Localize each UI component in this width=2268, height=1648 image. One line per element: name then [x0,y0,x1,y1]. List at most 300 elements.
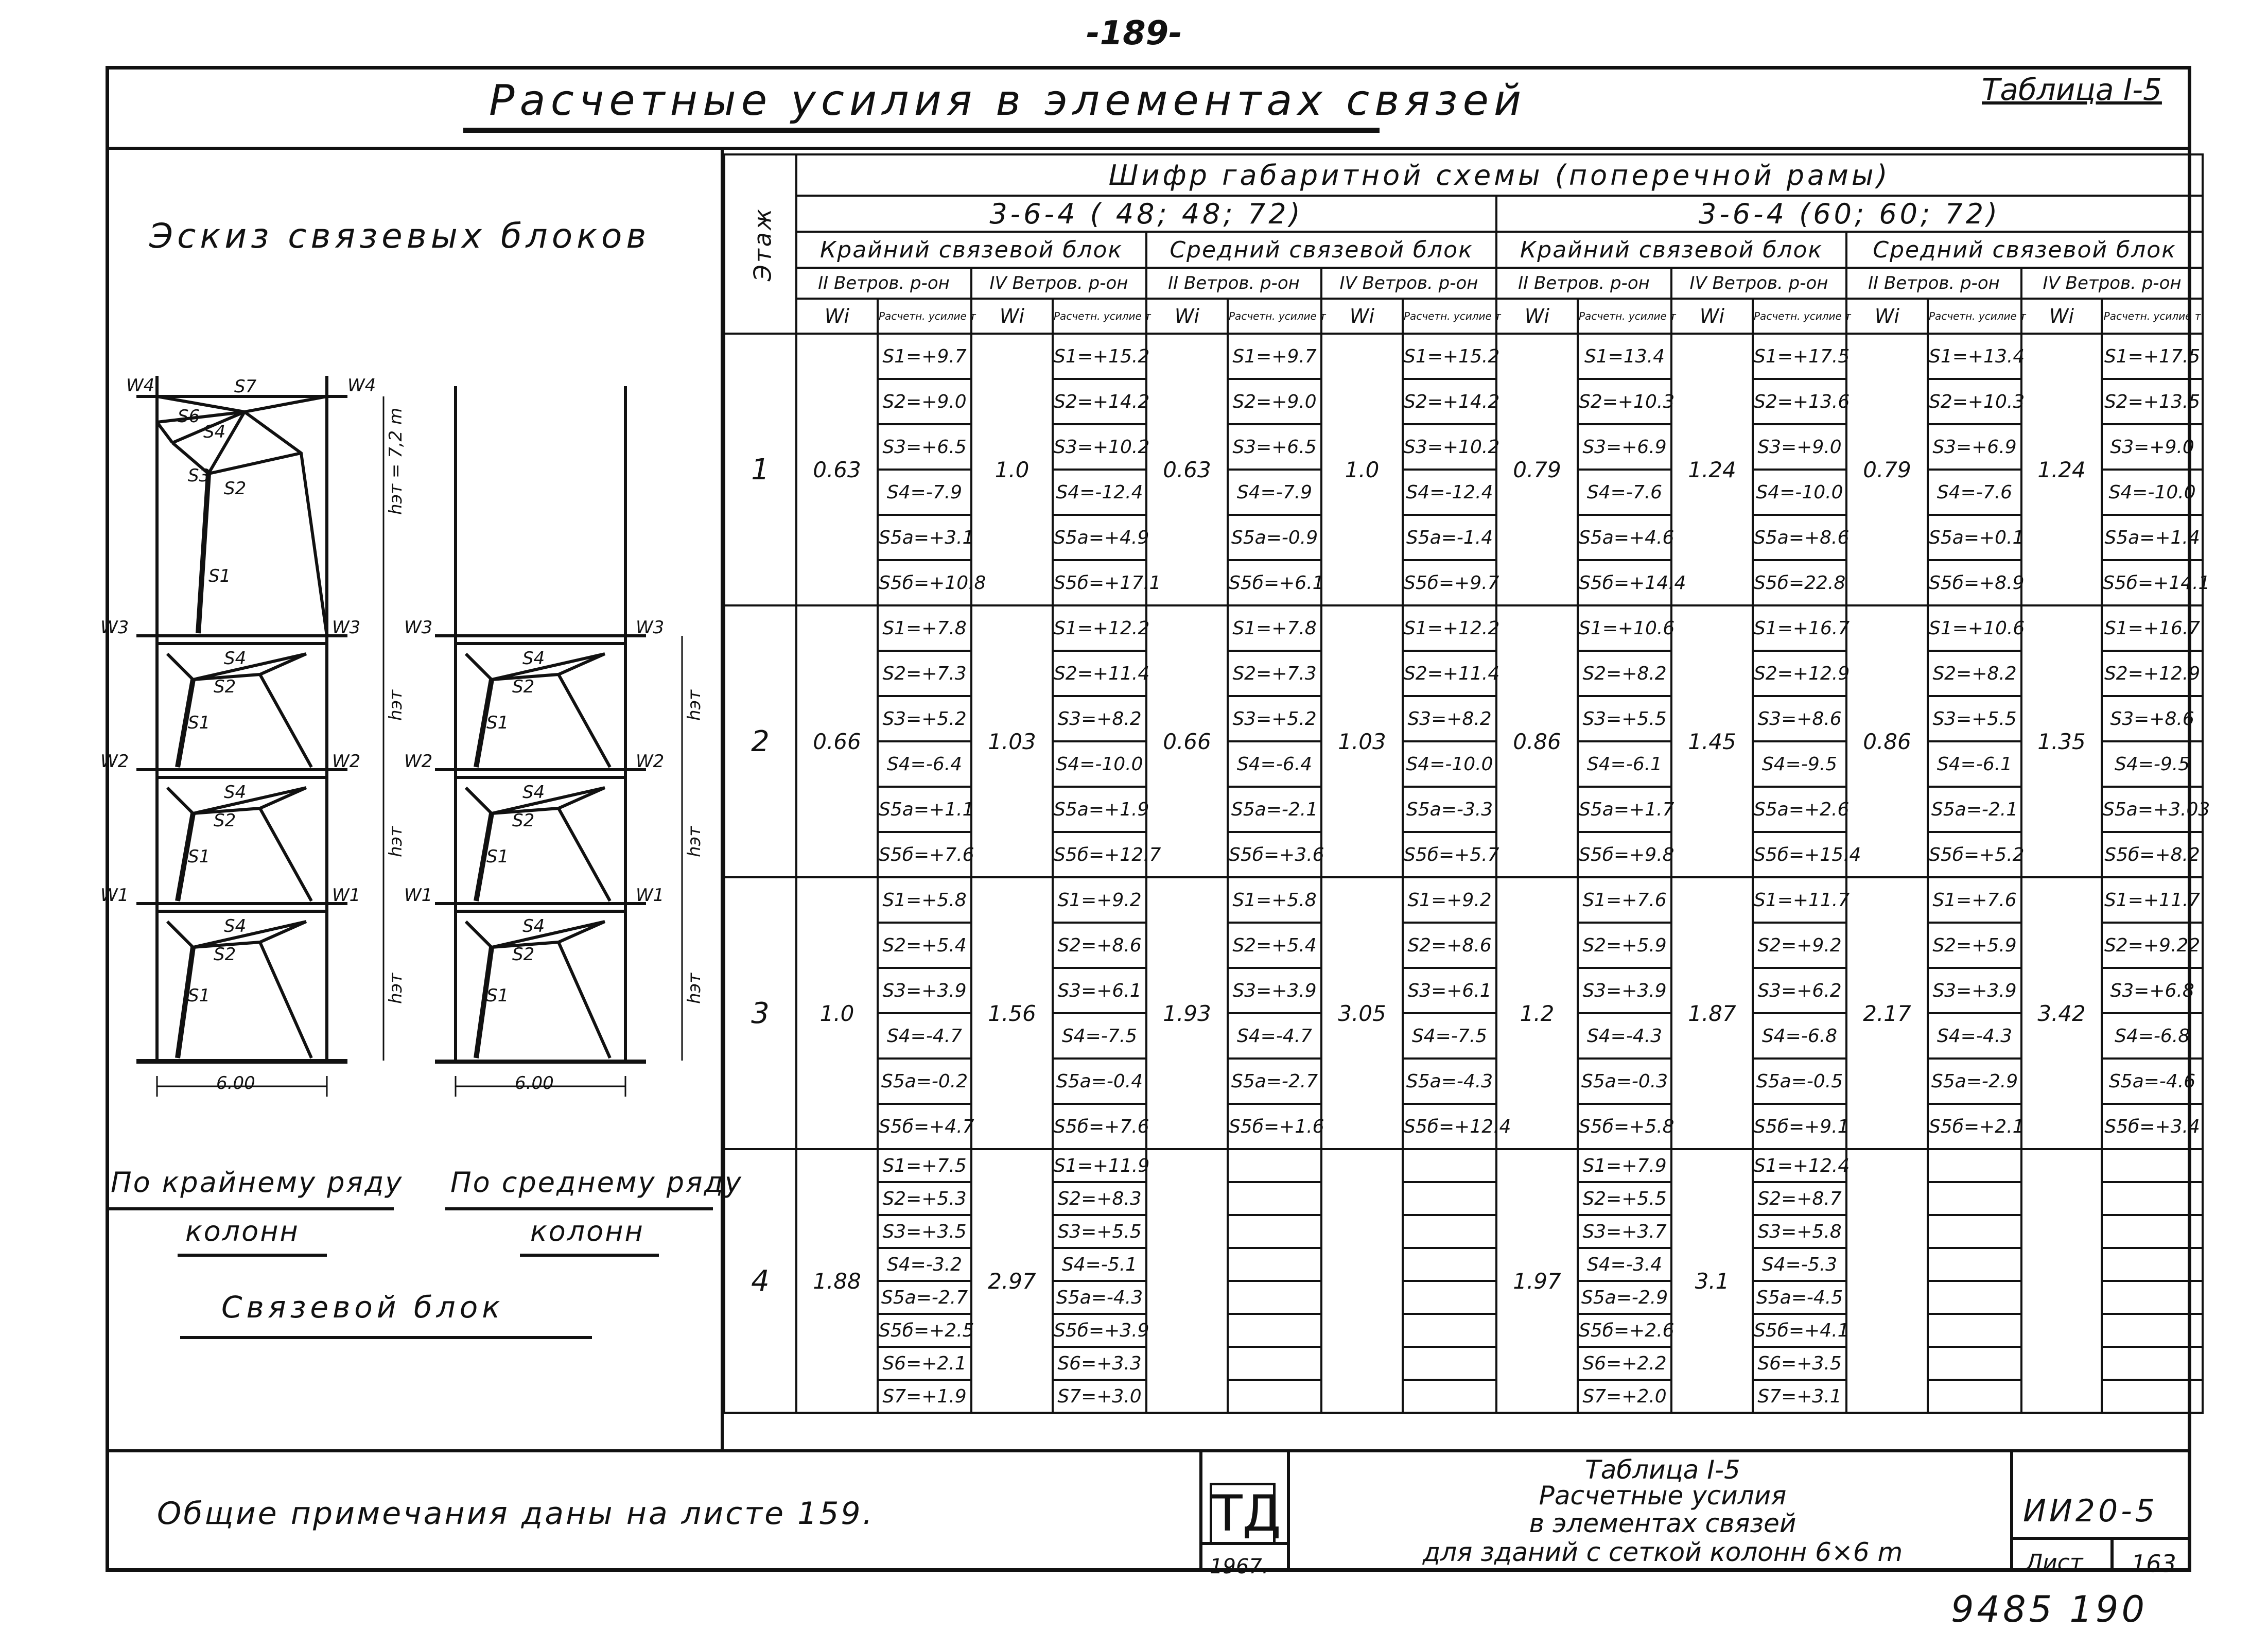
force-value: S5б=+5.8 [1578,1104,1671,1149]
force-value: S4=-10.0 [1053,741,1146,787]
force-value: S2=+8.7 [1753,1182,1846,1215]
footer-sep-1 [1199,1449,1202,1572]
table-row [724,877,2203,923]
floor-number: 3 [724,877,796,1149]
force-value: S1=+9.2 [1403,877,1496,923]
caption-middle-row: По среднему ряду [450,1166,743,1199]
force-value: S5a=+4.6 [1578,515,1671,560]
force-value: S5б=+9.7 [1403,560,1496,605]
wind-region-header: II Ветров. р-он [1496,268,1671,299]
force-value: S5б=+17.1 [1053,560,1146,605]
force-value: S5б=+3.4 [2102,1104,2203,1149]
bracing-sketch [100,355,713,1127]
force-value: S4=-4.7 [878,1013,971,1059]
table-row [724,923,2203,968]
force-value: S2=+12.9 [1753,651,1846,696]
force-value: S4=-6.1 [1578,741,1671,787]
general-notes: Общие примечания даны на листе 159. [157,1496,875,1532]
wind-region-header: IV Ветров. р-он [1671,268,1846,299]
force-value: S1=+11.7 [1753,877,1846,923]
table-row [724,651,2203,696]
force-value: S5б=+12.4 [1403,1104,1496,1149]
wind-load-value: 1.0 [1321,334,1403,605]
block-middle-a: Средний связевой блок [1146,232,1496,268]
force-value: S4=-6.1 [1928,741,2021,787]
table-label: Таблица I-5 [1982,72,2162,107]
force-value [1928,1182,2021,1215]
force-value: S5a=+1.1 [878,787,971,832]
wind-load-value: 1.03 [1321,605,1403,877]
wind-region-header: IV Ветров. р-он [2021,268,2203,299]
force-value: S3=+5.8 [1753,1215,1846,1248]
wind-region-header: IV Ветров. р-он [1321,268,1496,299]
force-value: S5б=+14.1 [2102,560,2203,605]
force-value [2102,1182,2203,1215]
table-row [724,379,2203,424]
forces-table [723,153,2210,1414]
caption-bracing-underline [180,1336,592,1339]
force-value: S5a=+0.1 [1928,515,2021,560]
wind-load-value: 3.05 [1321,877,1403,1149]
force-value: S5б=+8.9 [1928,560,2021,605]
force-value: S3=+3.9 [878,968,971,1013]
force-value: S5a=+1.4 [2102,515,2203,560]
force-value: S3=+3.9 [1228,968,1321,1013]
force-value: S4=-6.4 [1228,741,1321,787]
force-value: S5a=-3.3 [1403,787,1496,832]
force-value [1403,1314,1496,1347]
force-value: S4=-6.4 [878,741,971,787]
s4-label-mid-f2: S4 [522,782,545,803]
force-value: S1=+5.8 [878,877,971,923]
footer-sep-5 [2110,1537,2114,1572]
force-value: S3=+6.5 [1228,424,1321,470]
w2-label-mid-right: W2 [636,751,665,772]
stamp-line-1: Таблица I-5 [1585,1455,1740,1485]
force-value: S1=+17.5 [2102,334,2203,379]
force-value [1403,1149,1496,1182]
w1-label-left: W1 [100,885,129,906]
w1-label-mid-right: W1 [636,885,665,906]
force-value: S3=+6.2 [1753,968,1846,1013]
force-value: S2=+8.2 [1578,651,1671,696]
table-row [724,696,2203,741]
force-value: S3=+6.1 [1053,968,1146,1013]
wind-load-value: 1.24 [2021,334,2102,605]
wind-load-value: 1.0 [971,334,1053,605]
s4-label-top: S4 [203,422,226,442]
force-value: S1=+16.7 [2102,605,2203,651]
force-value: S4=-7.5 [1403,1013,1496,1059]
wind-load-value [1321,1149,1403,1413]
height-label-mid-f1: hэт [684,973,705,1004]
force-value: S2=+11.4 [1403,651,1496,696]
force-value: S3=+9.0 [1753,424,1846,470]
force-value: S1=+13.4 [1928,334,2021,379]
wind-load-value: 3.42 [2021,877,2102,1149]
s1-label-f1: S1 [188,985,211,1006]
force-column-header: Расчетн. усилие т [2102,299,2203,334]
wind-load-value: 0.63 [1146,334,1228,605]
force-value: S3=+5.2 [1228,696,1321,741]
force-value: S3=+9.0 [2102,424,2203,470]
scheme-header: Шифр габаритной схемы (поперечной рамы) [796,154,2203,196]
wi-column-header: Wi [1321,299,1403,334]
force-value: S6=+2.2 [1578,1347,1671,1380]
force-value: S5б=+9.1 [1753,1104,1846,1149]
force-value: S3=+3.9 [1928,968,2021,1013]
force-value: S1=+17.5 [1753,334,1846,379]
table-row [724,1248,2203,1281]
span-dimension-outer: 6.00 [216,1073,255,1094]
force-value: S1=+11.9 [1053,1149,1146,1182]
wind-load-value: 0.79 [1496,334,1578,605]
force-value: S4=-9.5 [2102,741,2203,787]
table-row [724,334,2203,379]
force-value: S4=-5.3 [1753,1248,1846,1281]
force-value: S5a=-0.2 [878,1059,971,1104]
span-dimension-middle: 6.00 [515,1073,554,1094]
s1-label-f2: S1 [188,846,211,867]
wind-load-value: 3.1 [1671,1149,1753,1413]
force-value: S2=+12.9 [2102,651,2203,696]
force-value: S1=+5.8 [1228,877,1321,923]
force-value: S4=-12.4 [1053,470,1146,515]
wind-load-value: 0.86 [1846,605,1928,877]
force-value: S4=-7.5 [1053,1013,1146,1059]
force-value: S2=+9.0 [878,379,971,424]
table-row [724,1380,2203,1413]
force-value [1228,1182,1321,1215]
force-value: S5a=-0.4 [1053,1059,1146,1104]
archive-number: 9485 190 [1951,1588,2148,1630]
s1-label-f3: S1 [188,713,211,733]
force-value: S5б=+2.5 [878,1314,971,1347]
s2-label-f1: S2 [214,944,236,965]
force-value: S5a=-2.7 [878,1281,971,1314]
force-value: S5a=+3.03 [2102,787,2203,832]
floor-header: Этаж [748,206,777,282]
force-value: S2=+5.9 [1578,923,1671,968]
wind-load-value: 1.97 [1496,1149,1578,1413]
wind-load-value: 0.63 [796,334,878,605]
force-value: S3=+8.2 [1403,696,1496,741]
s7-label: S7 [234,376,257,397]
w3-label-right: W3 [332,617,361,638]
s2-label-mid-f2: S2 [512,810,535,831]
force-value: S2=+5.9 [1928,923,2021,968]
force-value [2102,1215,2203,1248]
force-value: S2=+7.3 [878,651,971,696]
force-column-header: Расчетн. усилие т [1053,299,1146,334]
force-value: S1=+12.4 [1753,1149,1846,1182]
title-underline [463,128,1380,133]
force-value [1228,1380,1321,1413]
force-value: S5б=22.8 [1753,560,1846,605]
force-value: S3=+6.5 [878,424,971,470]
force-value: S2=+8.3 [1053,1182,1146,1215]
force-value [1403,1347,1496,1380]
force-value: S5б=+5.7 [1403,832,1496,877]
s4-label-f2: S4 [224,782,247,803]
footer-sep-2 [1287,1449,1290,1572]
force-value: S2=+11.4 [1053,651,1146,696]
force-value: S4=-6.8 [1753,1013,1846,1059]
s1-label-mid-f2: S1 [486,846,509,867]
table-row [724,1059,2203,1104]
force-value: S5б=+5.2 [1928,832,2021,877]
force-value: S5a=-2.9 [1578,1281,1671,1314]
force-value: S5б=+10.8 [878,560,971,605]
force-value [1403,1215,1496,1248]
table-row [724,787,2203,832]
force-value: S1=+12.2 [1053,605,1146,651]
force-value: S4=-12.4 [1403,470,1496,515]
table-row [724,560,2203,605]
force-value: S7=+3.0 [1053,1380,1146,1413]
height-label-f2: hэт [386,826,406,857]
table-row [724,741,2203,787]
force-value: S7=+2.0 [1578,1380,1671,1413]
force-value: S2=+5.4 [1228,923,1321,968]
force-value: S5a=-2.1 [1928,787,2021,832]
force-value [1403,1182,1496,1215]
force-value [1403,1248,1496,1281]
table-row [724,1314,2203,1347]
force-value: S1=+15.2 [1403,334,1496,379]
s1-label-top: S1 [208,566,231,586]
force-value: S5a=-0.3 [1578,1059,1671,1104]
force-value [1928,1215,2021,1248]
s3-label-top: S3 [188,465,211,486]
height-label-mid-f3: hэт [684,689,705,721]
wind-load-value: 1.35 [2021,605,2102,877]
force-value: S5б=+2.1 [1928,1104,2021,1149]
wi-column-header: Wi [1496,299,1578,334]
force-value: S5б=+8.2 [2102,832,2203,877]
force-value: S2=+8.6 [1053,923,1146,968]
wind-load-value: 0.66 [1146,605,1228,877]
w1-label-mid: W1 [404,885,433,906]
force-value: S2=+9.2 [1753,923,1846,968]
caption-middle-underline [445,1207,713,1210]
wind-load-value [2021,1149,2102,1413]
w1-label-right: W1 [332,885,361,906]
force-value: S4=-5.1 [1053,1248,1146,1281]
force-value: S5a=-1.4 [1403,515,1496,560]
force-value: S4=-7.9 [878,470,971,515]
caption-outer-row: По крайнему ряду [111,1166,404,1199]
wind-load-value: 1.03 [971,605,1053,877]
height-label-mid-f2: hэт [684,826,705,857]
height-label-top: hэт = 7,2 m [386,407,406,515]
force-value: S4=-4.3 [1578,1013,1671,1059]
force-value [1928,1281,2021,1314]
force-value: S1=+15.2 [1053,334,1146,379]
table-row [724,605,2203,651]
force-value: S1=+9.7 [878,334,971,379]
w3-label-left: W3 [100,617,129,638]
force-value: S2=+9.0 [1228,379,1321,424]
s2-label-f3: S2 [214,676,236,697]
wi-column-header: Wi [2021,299,2102,334]
caption-bracing-block: Связевой блок [221,1290,504,1325]
force-column-header: Расчетн. усилие т [878,299,971,334]
force-value: S3=+8.6 [1753,696,1846,741]
force-value: S5б=+6.1 [1228,560,1321,605]
wind-load-value: 2.17 [1846,877,1928,1149]
page-title: Расчетные усилия в элементах связей [489,76,1527,125]
force-value: S3=+10.2 [1403,424,1496,470]
force-value [1928,1347,2021,1380]
force-value: S3=+10.2 [1053,424,1146,470]
sheet-number: 163 [2131,1550,2176,1577]
wind-region-header: II Ветров. р-он [1146,268,1321,299]
table-row [724,1149,2203,1182]
force-value: S5б=+14.4 [1578,560,1671,605]
force-value: S1=+7.8 [1228,605,1321,651]
force-value: S2=+8.2 [1928,651,2021,696]
wind-load-value: 1.0 [796,877,878,1149]
w2-label-mid: W2 [404,751,433,772]
wind-load-value: 1.45 [1671,605,1753,877]
caption-middle-2-underline [520,1254,659,1257]
force-value: S1=+16.7 [1753,605,1846,651]
force-value: S7=+3.1 [1753,1380,1846,1413]
caption-outer-underline [106,1207,394,1210]
table-row [724,1104,2203,1149]
force-value: S2=+14.2 [1403,379,1496,424]
wind-load-value [1146,1149,1228,1413]
caption-outer-2-underline [178,1254,327,1257]
force-value: S5a=-0.9 [1228,515,1321,560]
w4-label-right: W4 [347,375,376,396]
force-value: S4=-10.0 [2102,470,2203,515]
wind-region-header: II Ветров. р-он [796,268,971,299]
force-value [1228,1314,1321,1347]
force-value: S4=-7.6 [1928,470,2021,515]
wi-column-header: Wi [1146,299,1228,334]
force-value: S3=+5.5 [1928,696,2021,741]
force-value: S2=+5.3 [878,1182,971,1215]
w2-label-right: W2 [332,751,361,772]
w4-label-left: W4 [126,375,155,396]
document-code: ИИ20-5 [2023,1493,2158,1529]
floor-header-cell [724,154,796,334]
force-value: S2=+10.3 [1578,379,1671,424]
force-value: S3=+3.7 [1578,1215,1671,1248]
force-value: S2=+5.5 [1578,1182,1671,1215]
force-value: S5a=-2.9 [1928,1059,2021,1104]
wind-load-value: 1.87 [1671,877,1753,1149]
footer-divider [106,1449,2191,1452]
force-value: S1=+7.5 [878,1149,971,1182]
block-middle-b: Средний связевой блок [1846,232,2203,268]
table-row [724,968,2203,1013]
force-value [2102,1281,2203,1314]
force-value [2102,1380,2203,1413]
force-value: S3=+5.5 [1053,1215,1146,1248]
force-value [1228,1281,1321,1314]
force-value: S3=+3.5 [878,1215,971,1248]
force-column-header: Расчетн. усилие т [1928,299,2021,334]
height-label-f1: hэт [386,973,406,1004]
force-value: S4=-4.3 [1928,1013,2021,1059]
force-value: S5б=+7.6 [878,832,971,877]
force-value: S2=+10.3 [1928,379,2021,424]
force-value: S3=+5.5 [1578,696,1671,741]
sketch-title: Эскиз связевых блоков [149,216,651,256]
s1-label-mid-f3: S1 [486,713,509,733]
s2-label-mid-f3: S2 [512,676,535,697]
force-value: S1=+9.2 [1053,877,1146,923]
stamp-line-3: в элементах связей [1529,1508,1796,1538]
force-value: S1=+10.6 [1578,605,1671,651]
floor-number: 4 [724,1149,796,1413]
force-value: S1=13.4 [1578,334,1671,379]
force-value: S3=+6.9 [1928,424,2021,470]
force-value: S4=-7.9 [1228,470,1321,515]
outer-row-frame [136,376,383,1097]
force-value: S3=+5.2 [878,696,971,741]
force-value [2102,1149,2203,1182]
table-row [724,1013,2203,1059]
force-value [1228,1347,1321,1380]
force-value: S5б=+3.9 [1053,1314,1146,1347]
force-value: S5a=-2.7 [1228,1059,1321,1104]
table-row [724,424,2203,470]
s2-label-top: S2 [224,478,247,499]
force-value: S2=+8.6 [1403,923,1496,968]
s6-label: S6 [178,406,200,427]
s4-label-f3: S4 [224,648,247,669]
s2-label-mid-f1: S2 [512,944,535,965]
stamp-line-2: Расчетные усилия [1539,1481,1787,1511]
force-value [1228,1149,1321,1182]
force-value: S5a=+1.9 [1053,787,1146,832]
footer-sep-4 [2010,1537,2191,1540]
w3-label-mid-right: W3 [636,617,665,638]
force-value: S4=-10.0 [1753,470,1846,515]
table-row [724,470,2203,515]
wind-load-value: 1.24 [1671,334,1753,605]
force-value [2102,1248,2203,1281]
force-value: S1=+7.6 [1578,877,1671,923]
wi-column-header: Wi [1846,299,1928,334]
table-row [724,515,2203,560]
wind-load-value: 1.56 [971,877,1053,1149]
force-value: S1=+12.2 [1403,605,1496,651]
force-value: S5a=+2.6 [1753,787,1846,832]
force-value: S2=+13.5 [2102,379,2203,424]
force-value [2102,1314,2203,1347]
height-label-f3: hэт [386,689,406,721]
force-value: S1=+9.7 [1228,334,1321,379]
force-value: S1=+7.8 [878,605,971,651]
wi-column-header: Wi [1671,299,1753,334]
force-value [1228,1215,1321,1248]
stamp-line-4: для зданий с сеткой колонн 6×6 m [1422,1537,1903,1567]
force-value: S1=+10.6 [1928,605,2021,651]
wind-load-value: 2.97 [971,1149,1053,1413]
w2-label-left: W2 [100,751,129,772]
stamp-year: 1967. [1210,1555,1269,1578]
sheet-label: Лист [2026,1550,2083,1576]
force-column-header: Расчетн. усилие т [1753,299,1846,334]
wind-load-value: 1.93 [1146,877,1228,1149]
wind-region-header: II Ветров. р-он [1846,268,2021,299]
force-value: S5б=+7.6 [1053,1104,1146,1149]
